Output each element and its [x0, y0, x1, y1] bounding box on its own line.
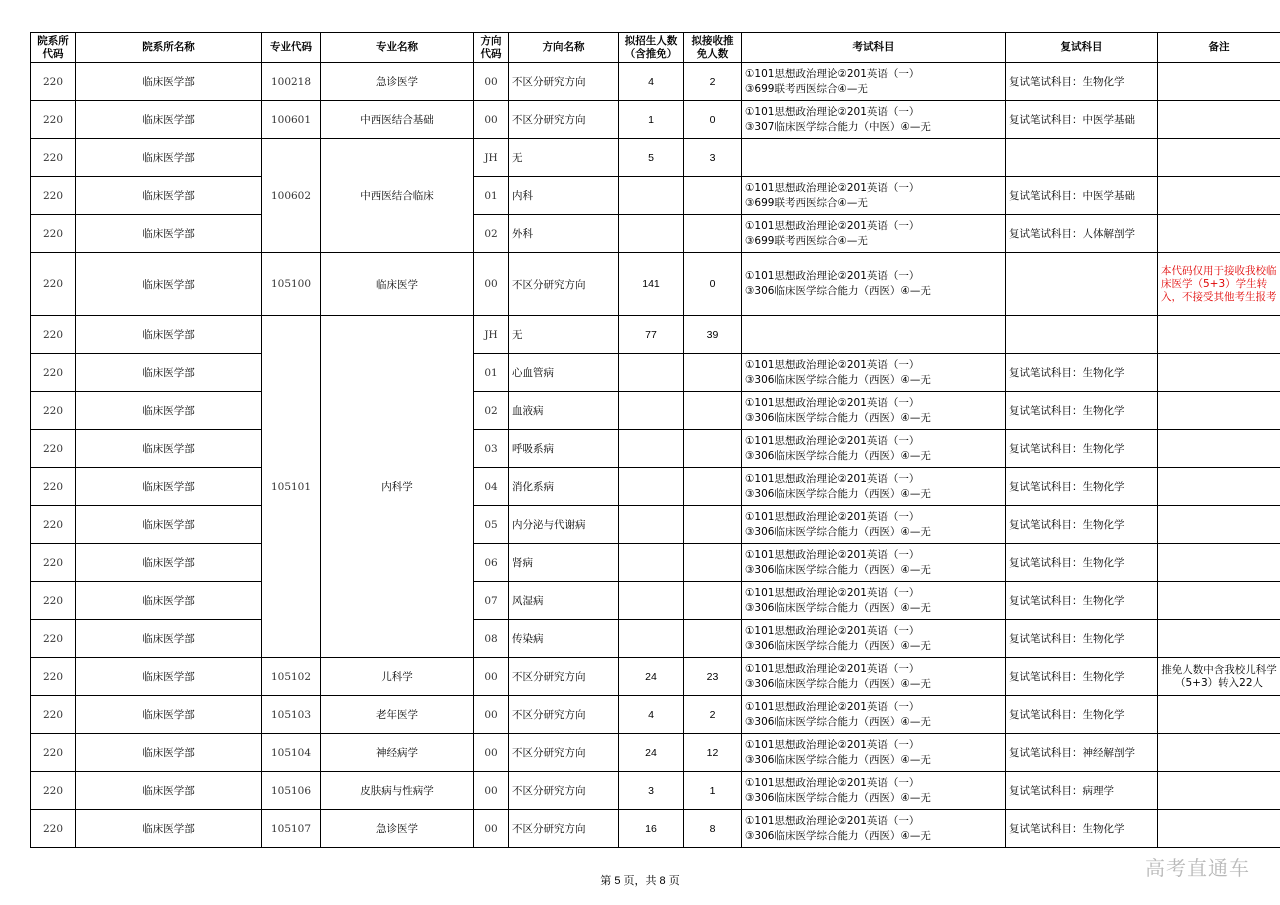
- retest-cell: 复试笔试科目：生物化学: [1006, 658, 1158, 696]
- dir-name-cell: 内分泌与代谢病: [509, 506, 619, 544]
- exam-line-1: ①101思想政治理论②201英语（一）: [745, 181, 920, 194]
- table-row: [31, 696, 1280, 734]
- exam-line-2: ③306临床医学综合能力（西医）④—无: [745, 791, 931, 804]
- major-name-cell: 急诊医学: [321, 810, 474, 848]
- exam-line-1: ①101思想政治理论②201英语（一）: [745, 548, 920, 561]
- dept-code-cell: 220: [31, 810, 76, 848]
- dir-code-cell: 00: [474, 63, 509, 101]
- dept-code-cell: 220: [31, 544, 76, 582]
- header-major-code: 专业代码: [262, 33, 321, 63]
- major-code-cell: 105106: [262, 772, 321, 810]
- exam-line-1: ①101思想政治理论②201英语（一）: [745, 586, 920, 599]
- table-row: [31, 582, 1280, 620]
- table-row: [31, 734, 1280, 772]
- dir-name-cell: 心血管病: [509, 354, 619, 392]
- header-note: 备注: [1158, 33, 1280, 63]
- exempt-cell: [684, 468, 742, 506]
- note-cell: [1158, 63, 1280, 101]
- major-code-cell: 105100: [262, 253, 321, 316]
- exam-cell: [742, 620, 1006, 658]
- dir-code-cell: JH: [474, 139, 509, 177]
- dept-code-cell: 220: [31, 63, 76, 101]
- table-row: [31, 253, 1280, 316]
- dept-code-cell: 220: [31, 658, 76, 696]
- retest-cell: 复试笔试科目：生物化学: [1006, 63, 1158, 101]
- retest-cell: 复试笔试科目：中医学基础: [1006, 101, 1158, 139]
- retest-cell: [1006, 139, 1158, 177]
- exam-line-2: ③306临床医学综合能力（西医）④—无: [745, 677, 931, 690]
- exam-line-1: ①101思想政治理论②201英语（一）: [745, 219, 920, 232]
- exempt-cell: [684, 620, 742, 658]
- major-code-cell: 105101: [262, 316, 321, 658]
- exam-cell: [742, 506, 1006, 544]
- exam-line-2: ③699联考西医综合④—无: [745, 82, 868, 95]
- dept-name-cell: 临床医学部: [76, 696, 262, 734]
- exam-line-2: ③306临床医学综合能力（西医）④—无: [745, 715, 931, 728]
- exam-cell: [742, 101, 1006, 139]
- exam-cell: [742, 139, 1006, 177]
- exam-cell: [742, 658, 1006, 696]
- table-row: [31, 810, 1280, 848]
- retest-cell: 复试笔试科目：病理学: [1006, 772, 1158, 810]
- dir-code-cell: 02: [474, 392, 509, 430]
- plan-cell: [619, 215, 684, 253]
- plan-cell: [619, 544, 684, 582]
- dept-name-cell: 临床医学部: [76, 772, 262, 810]
- note-cell: [1158, 316, 1280, 354]
- exam-line-1: ①101思想政治理论②201英语（一）: [745, 510, 920, 523]
- exam-cell: [742, 772, 1006, 810]
- table-row: [31, 177, 1280, 215]
- exempt-cell: [684, 544, 742, 582]
- dept-code-cell: 220: [31, 101, 76, 139]
- dir-code-cell: 01: [474, 177, 509, 215]
- table-row: [31, 506, 1280, 544]
- dept-code-cell: 220: [31, 430, 76, 468]
- exempt-cell: [684, 430, 742, 468]
- exempt-cell: 2: [684, 63, 742, 101]
- retest-cell: 复试笔试科目：生物化学: [1006, 620, 1158, 658]
- dept-code-cell: 220: [31, 468, 76, 506]
- dept-name-cell: 临床医学部: [76, 392, 262, 430]
- exam-line-2: ③699联考西医综合④—无: [745, 196, 868, 209]
- dir-code-cell: 07: [474, 582, 509, 620]
- exam-line-1: ①101思想政治理论②201英语（一）: [745, 624, 920, 637]
- major-code-cell: 105104: [262, 734, 321, 772]
- retest-cell: 复试笔试科目：生物化学: [1006, 544, 1158, 582]
- note-cell: [1158, 506, 1280, 544]
- dir-name-cell: 无: [509, 316, 619, 354]
- dept-name-cell: 临床医学部: [76, 658, 262, 696]
- exam-cell: [742, 215, 1006, 253]
- retest-cell: [1006, 253, 1158, 316]
- major-name-cell: 儿科学: [321, 658, 474, 696]
- exam-cell: [742, 430, 1006, 468]
- dept-code-cell: 220: [31, 316, 76, 354]
- dir-name-cell: 不区分研究方向: [509, 253, 619, 316]
- dir-name-cell: 传染病: [509, 620, 619, 658]
- plan-cell: 4: [619, 696, 684, 734]
- exam-cell: [742, 354, 1006, 392]
- dir-code-cell: 00: [474, 253, 509, 316]
- dept-name-cell: 临床医学部: [76, 734, 262, 772]
- note-cell: 本代码仅用于接收我校临床医学（5+3）学生转入，不接受其他考生报考: [1158, 253, 1280, 316]
- admissions-table: [30, 32, 1280, 848]
- dept-name-cell: 临床医学部: [76, 506, 262, 544]
- dir-name-cell: 内科: [509, 177, 619, 215]
- exempt-cell: 39: [684, 316, 742, 354]
- note-cell: [1158, 772, 1280, 810]
- table-row: [31, 392, 1280, 430]
- note-cell: [1158, 139, 1280, 177]
- dept-code-cell: 220: [31, 734, 76, 772]
- retest-cell: 复试笔试科目：生物化学: [1006, 810, 1158, 848]
- plan-cell: 1: [619, 101, 684, 139]
- dept-code-cell: 220: [31, 506, 76, 544]
- exam-line-2: ③307临床医学综合能力（中医）④—无: [745, 120, 931, 133]
- exam-cell: [742, 734, 1006, 772]
- exam-cell: [742, 810, 1006, 848]
- plan-cell: [619, 468, 684, 506]
- dir-code-cell: 06: [474, 544, 509, 582]
- page-footer: 第 5 页，共 8 页: [600, 875, 680, 887]
- table-row: [31, 430, 1280, 468]
- header-dept-code: 院系所代码: [31, 33, 76, 63]
- exam-line-1: ①101思想政治理论②201英语（一）: [745, 662, 920, 675]
- exempt-cell: 0: [684, 101, 742, 139]
- plan-cell: [619, 392, 684, 430]
- dept-name-cell: 临床医学部: [76, 582, 262, 620]
- exam-line-2: ③306临床医学综合能力（西医）④—无: [745, 487, 931, 500]
- note-cell: [1158, 354, 1280, 392]
- dir-code-cell: 03: [474, 430, 509, 468]
- dept-code-cell: 220: [31, 354, 76, 392]
- exempt-cell: 2: [684, 696, 742, 734]
- dept-code-cell: 220: [31, 392, 76, 430]
- exempt-cell: 3: [684, 139, 742, 177]
- table-row: [31, 620, 1280, 658]
- dir-code-cell: 00: [474, 810, 509, 848]
- dir-name-cell: 无: [509, 139, 619, 177]
- header-dir-name: 方向名称: [509, 33, 619, 63]
- note-cell: 推免人数中含我校儿科学（5+3）转入22人: [1158, 658, 1280, 696]
- table-row: [31, 468, 1280, 506]
- dir-name-cell: 风湿病: [509, 582, 619, 620]
- dept-name-cell: 临床医学部: [76, 316, 262, 354]
- plan-cell: 77: [619, 316, 684, 354]
- exam-line-1: ①101思想政治理论②201英语（一）: [745, 434, 920, 447]
- note-cell: [1158, 468, 1280, 506]
- exam-line-2: ③306临床医学综合能力（西医）④—无: [745, 601, 931, 614]
- dir-code-cell: 00: [474, 772, 509, 810]
- dir-code-cell: 00: [474, 696, 509, 734]
- retest-cell: 复试笔试科目：生物化学: [1006, 506, 1158, 544]
- exam-line-1: ①101思想政治理论②201英语（一）: [745, 776, 920, 789]
- dept-name-cell: 临床医学部: [76, 139, 262, 177]
- table-row: [31, 316, 1280, 354]
- dept-name-cell: 临床医学部: [76, 620, 262, 658]
- exempt-cell: 1: [684, 772, 742, 810]
- header-dept-name: 院系所名称: [76, 33, 262, 63]
- dept-code-cell: 220: [31, 620, 76, 658]
- dept-name-cell: 临床医学部: [76, 430, 262, 468]
- exam-line-2: ③306临床医学综合能力（西医）④—无: [745, 525, 931, 538]
- dir-name-cell: 不区分研究方向: [509, 810, 619, 848]
- retest-cell: 复试笔试科目：生物化学: [1006, 468, 1158, 506]
- header-plan: 拟招生人数（含推免）: [619, 33, 684, 63]
- exam-cell: [742, 468, 1006, 506]
- dir-code-cell: 04: [474, 468, 509, 506]
- exam-line-2: ③306临床医学综合能力（西医）④—无: [745, 285, 931, 297]
- exam-line-2: ③306临床医学综合能力（西医）④—无: [745, 563, 931, 576]
- major-code-cell: 105103: [262, 696, 321, 734]
- table-row: [31, 544, 1280, 582]
- watermark: 高考直通车: [1145, 856, 1250, 880]
- dir-name-cell: 不区分研究方向: [509, 63, 619, 101]
- dir-name-cell: 不区分研究方向: [509, 696, 619, 734]
- exam-cell: [742, 582, 1006, 620]
- note-cell: [1158, 392, 1280, 430]
- major-code-cell: 100218: [262, 63, 321, 101]
- note-cell: [1158, 810, 1280, 848]
- table-row: [31, 354, 1280, 392]
- dir-name-cell: 不区分研究方向: [509, 658, 619, 696]
- retest-cell: 复试笔试科目：生物化学: [1006, 582, 1158, 620]
- header-retest: 复试科目: [1006, 33, 1158, 63]
- retest-cell: 复试笔试科目：生物化学: [1006, 354, 1158, 392]
- exam-line-1: ①101思想政治理论②201英语（一）: [745, 396, 920, 409]
- dept-name-cell: 临床医学部: [76, 63, 262, 101]
- exam-line-1: ①101思想政治理论②201英语（一）: [745, 814, 920, 827]
- table-row: [31, 63, 1280, 101]
- plan-cell: 3: [619, 772, 684, 810]
- exempt-cell: [684, 506, 742, 544]
- retest-cell: 复试笔试科目：生物化学: [1006, 392, 1158, 430]
- note-cell: [1158, 582, 1280, 620]
- exam-line-2: ③306临床医学综合能力（西医）④—无: [745, 639, 931, 652]
- exempt-cell: 8: [684, 810, 742, 848]
- major-name-cell: 临床医学: [321, 253, 474, 316]
- dir-code-cell: 00: [474, 101, 509, 139]
- exam-cell: [742, 253, 1006, 316]
- header-major-name: 专业名称: [321, 33, 474, 63]
- note-cell: [1158, 430, 1280, 468]
- exam-cell: [742, 316, 1006, 354]
- retest-cell: 复试笔试科目：人体解剖学: [1006, 215, 1158, 253]
- plan-cell: [619, 582, 684, 620]
- major-code-cell: 105107: [262, 810, 321, 848]
- note-cell: [1158, 620, 1280, 658]
- retest-cell: 复试笔试科目：生物化学: [1006, 696, 1158, 734]
- exempt-cell: 0: [684, 253, 742, 316]
- exam-line-2: ③306临床医学综合能力（西医）④—无: [745, 829, 931, 842]
- table-row: [31, 215, 1280, 253]
- table-row: [31, 139, 1280, 177]
- plan-cell: 24: [619, 658, 684, 696]
- plan-cell: [619, 430, 684, 468]
- exam-cell: [742, 63, 1006, 101]
- exempt-cell: [684, 392, 742, 430]
- header-exam: 考试科目: [742, 33, 1006, 63]
- header-row: [31, 33, 1280, 63]
- exempt-cell: 23: [684, 658, 742, 696]
- exempt-cell: [684, 215, 742, 253]
- dir-code-cell: 00: [474, 734, 509, 772]
- retest-cell: [1006, 316, 1158, 354]
- major-name-cell: 中西医结合临床: [321, 139, 474, 253]
- exempt-cell: [684, 177, 742, 215]
- exam-line-2: ③306临床医学综合能力（西医）④—无: [745, 411, 931, 424]
- major-name-cell: 皮肤病与性病学: [321, 772, 474, 810]
- note-cell: [1158, 696, 1280, 734]
- major-name-cell: 老年医学: [321, 696, 474, 734]
- exam-line-1: ①101思想政治理论②201英语（一）: [745, 472, 920, 485]
- plan-cell: 4: [619, 63, 684, 101]
- exam-line-2: ③306临床医学综合能力（西医）④—无: [745, 449, 931, 462]
- note-cell: [1158, 215, 1280, 253]
- dept-name-cell: 临床医学部: [76, 215, 262, 253]
- note-cell: [1158, 177, 1280, 215]
- exam-line-1: ①101思想政治理论②201英语（一）: [745, 358, 920, 371]
- exam-line-2: ③699联考西医综合④—无: [745, 234, 868, 247]
- dept-name-cell: 临床医学部: [76, 101, 262, 139]
- dept-name-cell: 临床医学部: [76, 544, 262, 582]
- table-row: [31, 772, 1280, 810]
- dept-code-cell: 220: [31, 177, 76, 215]
- exempt-cell: [684, 354, 742, 392]
- dept-code-cell: 220: [31, 582, 76, 620]
- dept-code-cell: 220: [31, 772, 76, 810]
- major-code-cell: 100602: [262, 139, 321, 253]
- exam-line-2: ③306临床医学综合能力（西医）④—无: [745, 373, 931, 386]
- major-name-cell: 中西医结合基础: [321, 101, 474, 139]
- exam-cell: [742, 392, 1006, 430]
- dept-name-cell: 临床医学部: [76, 468, 262, 506]
- dir-code-cell: 01: [474, 354, 509, 392]
- major-name-cell: 急诊医学: [321, 63, 474, 101]
- dept-name-cell: 临床医学部: [76, 354, 262, 392]
- dir-code-cell: 00: [474, 658, 509, 696]
- major-code-cell: 105102: [262, 658, 321, 696]
- exempt-cell: 12: [684, 734, 742, 772]
- header-dir-code: 方向代码: [474, 33, 509, 63]
- dept-name-cell: 临床医学部: [76, 177, 262, 215]
- dir-name-cell: 消化系病: [509, 468, 619, 506]
- dir-name-cell: 血液病: [509, 392, 619, 430]
- dir-name-cell: 不区分研究方向: [509, 772, 619, 810]
- dept-name-cell: 临床医学部: [76, 253, 262, 316]
- major-code-cell: 100601: [262, 101, 321, 139]
- exam-cell: [742, 696, 1006, 734]
- table-row: [31, 101, 1280, 139]
- retest-cell: 复试笔试科目：生物化学: [1006, 430, 1158, 468]
- dir-name-cell: 外科: [509, 215, 619, 253]
- table-row: [31, 658, 1280, 696]
- dept-code-cell: 220: [31, 215, 76, 253]
- exam-line-1: ①101思想政治理论②201英语（一）: [745, 105, 920, 118]
- dir-name-cell: 不区分研究方向: [509, 101, 619, 139]
- exempt-cell: [684, 582, 742, 620]
- exam-line-1: ①101思想政治理论②201英语（一）: [745, 700, 920, 713]
- exam-line-1: ①101思想政治理论②201英语（一）: [745, 270, 920, 282]
- plan-cell: [619, 354, 684, 392]
- retest-cell: 复试笔试科目：神经解剖学: [1006, 734, 1158, 772]
- plan-cell: 16: [619, 810, 684, 848]
- exam-line-2: ③306临床医学综合能力（西医）④—无: [745, 753, 931, 766]
- dir-code-cell: 08: [474, 620, 509, 658]
- dir-name-cell: 呼吸系病: [509, 430, 619, 468]
- exam-cell: [742, 177, 1006, 215]
- plan-cell: 141: [619, 253, 684, 316]
- note-cell: [1158, 544, 1280, 582]
- dept-code-cell: 220: [31, 139, 76, 177]
- plan-cell: 24: [619, 734, 684, 772]
- dept-code-cell: 220: [31, 696, 76, 734]
- plan-cell: 5: [619, 139, 684, 177]
- major-name-cell: 神经病学: [321, 734, 474, 772]
- dir-code-cell: JH: [474, 316, 509, 354]
- plan-cell: [619, 177, 684, 215]
- dir-code-cell: 05: [474, 506, 509, 544]
- retest-cell: 复试笔试科目：中医学基础: [1006, 177, 1158, 215]
- dept-code-cell: 220: [31, 253, 76, 316]
- plan-cell: [619, 506, 684, 544]
- dir-name-cell: 不区分研究方向: [509, 734, 619, 772]
- dept-name-cell: 临床医学部: [76, 810, 262, 848]
- dir-name-cell: 肾病: [509, 544, 619, 582]
- dir-code-cell: 02: [474, 215, 509, 253]
- header-exempt: 拟接收推免人数: [684, 33, 742, 63]
- note-cell: [1158, 734, 1280, 772]
- major-name-cell: 内科学: [321, 316, 474, 658]
- exam-line-1: ①101思想政治理论②201英语（一）: [745, 738, 920, 751]
- exam-cell: [742, 544, 1006, 582]
- plan-cell: [619, 620, 684, 658]
- note-cell: [1158, 101, 1280, 139]
- exam-line-1: ①101思想政治理论②201英语（一）: [745, 67, 920, 80]
